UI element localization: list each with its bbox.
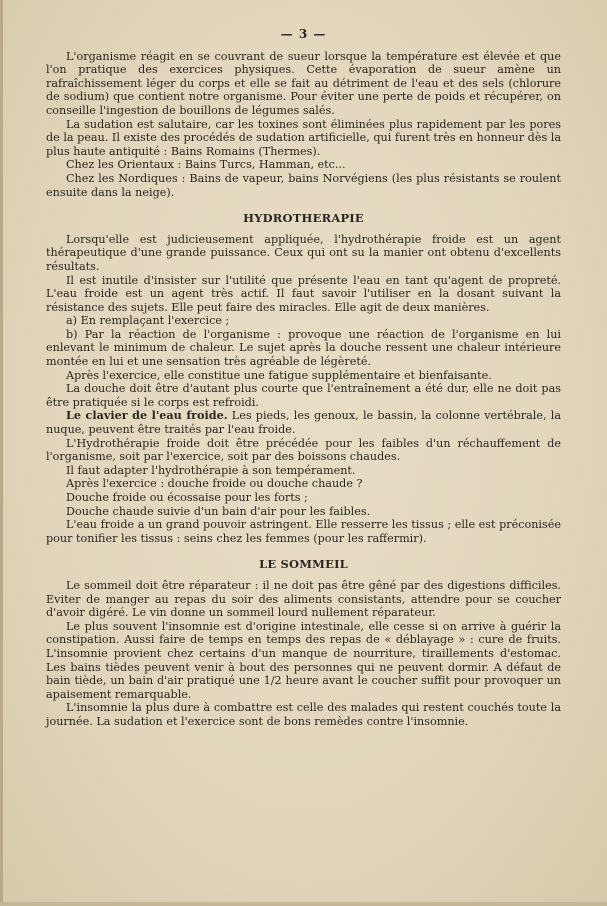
section-heading-hydrotherapie: HYDROTHERAPIE bbox=[243, 211, 364, 226]
hydro-list-item-b: b) Par la réaction de l'organisme : provoque une réaction de l'organisme en lui enlevant le minimum de chaleur. Le sujet après la douche ressent une chaleur intérieure montée en lui et une sensation très agréable de légèreté. bbox=[46, 327, 561, 369]
hydro-paragraph-9: Douche froide ou écossaise pour les forts ; bbox=[66, 491, 308, 504]
paragraph-sudation: La sudation est salutaire, car les toxines sont éliminées plus rapidement par les pores de la peau. Il existe des procédés de sudation artificielle, qui furent très en honneur dès la plus haute antiquité : Bains Romains (Thermes). bbox=[46, 117, 561, 158]
section-heading-sommeil: LE SOMMEIL bbox=[259, 557, 348, 572]
page-edge-shadow bbox=[0, 0, 3, 906]
sommeil-paragraph-2: Le plus souvent l'insomnie est d'origine intestinale, elle cesse si on arrive à guérir la constipation. Aussi faire de temps en temps des repas de « déblayage » : cure de fruits. L'insomnie provient chez certains d'un manque de nourriture, tiraillements d'estomac. Les bains tièdes peuvent venir à bout des personnes qui ne peuvent dormir. A défaut de bain tiède, un bain d'air pratiqué une 1/2 heure avant le coucher suffit pour provoquer un apaisement remarquable. bbox=[46, 619, 561, 701]
page-number: — 3 — bbox=[280, 27, 327, 41]
paragraph-orientaux: Chez les Orientaux : Bains Turcs, Hamman, etc... bbox=[66, 158, 346, 172]
sommeil-paragraph-1: Le sommeil doit être réparateur : il ne doit pas être gêné par des digestions difficiles. Eviter de manger au repas du soir des aliments consistants, attendre pour se coucher d'avoir digéré. Le vin donne un sommeil lourd nullement réparateur. bbox=[46, 578, 561, 620]
clavier-lead: Le clavier de l'eau froide. bbox=[66, 408, 228, 423]
hydro-paragraph-11: L'eau froide a un grand pouvoir astringent. Elle resserre les tissus ; elle est préconisée pour tonifier les tissus : seins chez les femmes (pour les raffermir). bbox=[46, 518, 561, 545]
hydro-paragraph-1: Lorsqu'elle est judicieusement appliquée, l'hydrothérapie froide est un agent thérapeutique d'une grande puissance. Ceux qui ont su la manier ont obtenu d'excellents résultats. bbox=[46, 232, 561, 273]
sommeil-paragraph-3: L'insomnie la plus dure à combattre est celle des malades qui restent couchés toute la journée. La sudation et l'exercice sont de bons remèdes contre l'insomnie. bbox=[46, 701, 561, 728]
paragraph-sueur: L'organisme réagit en se couvrant de sueur lorsque la température est élevée et que l'on pratique des exercices physiques. Cette évaporation de sueur amène un rafraîchissement léger du corps et elle se fait au détriment de l'eau et des sels (chlorure de sodium) que contient notre organisme. Pour éviter une perte de poids et récupérer, on conseille l'ingestion de bouillons de légumes salés. bbox=[46, 49, 561, 117]
sommeil-section bbox=[46, 558, 561, 728]
hydro-paragraph-3: Après l'exercice, elle constitue une fatigue supplémentaire et bienfaisante. bbox=[66, 368, 492, 382]
hydrotherapie-section bbox=[46, 212, 561, 545]
hydro-paragraph-4: La douche doit être d'autant plus courte que l'entraînement a été dur, elle ne doit pas être pratiquée si le corps est refroidi. bbox=[46, 382, 561, 409]
hydro-paragraph-5 bbox=[46, 409, 561, 436]
hydro-paragraph-2: Il est inutile d'insister sur l'utilité que présente l'eau en tant qu'agent de propreté. L'eau froide est un agent très actif. Il faut savoir l'utiliser en la dosant suivant la résistance des sujets. Elle peut faire des miracles. Elle agit de deux manières. bbox=[46, 273, 561, 314]
hydro-paragraph-10: Douche chaude suivie d'un bain d'air pour les faibles. bbox=[66, 504, 371, 518]
hydro-paragraph-8: Après l'exercice : douche froide ou douche chaude ? bbox=[66, 477, 363, 491]
hydro-paragraph-6: L'Hydrothérapie froide doit être précédée pour les faibles d'un réchauffement de l'organisme, soit par l'exercice, soit par des boissons chaudes. bbox=[46, 436, 561, 464]
intro-section bbox=[46, 50, 561, 200]
hydro-paragraph-7: Il faut adapter l'hydrothérapie à son tempérament. bbox=[66, 463, 356, 477]
hydro-list-item-a: a) En remplaçant l'exercice ; bbox=[66, 314, 230, 328]
paragraph-nordiques: Chez les Nordiques : Bains de vapeur, bains Norvégiens (les plus résistants se roulent ensuite dans la neige). bbox=[46, 171, 561, 199]
clavier-rest: Les pieds, les genoux, le bassin, la colonne vertébrale, la nuque, peuvent être traités par l'eau froide. bbox=[46, 409, 561, 437]
page-bottom-edge bbox=[0, 902, 607, 906]
